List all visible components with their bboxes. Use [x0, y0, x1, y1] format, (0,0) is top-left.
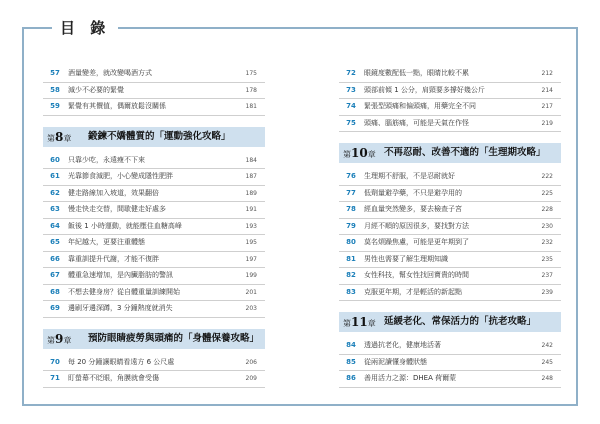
- chapter-number: 9: [55, 331, 64, 346]
- toc-entry[interactable]: [339, 235, 561, 252]
- entry-page: 203: [245, 305, 257, 312]
- chapter-title: 不再忍耐、改善不適的「生理期攻略」: [384, 147, 546, 158]
- entry-page: 212: [541, 70, 553, 77]
- entry-title: 低劑量避孕藥，不只是避孕用的: [364, 188, 462, 197]
- toc-entry[interactable]: [339, 268, 561, 285]
- toc-entry[interactable]: [43, 252, 265, 269]
- chapter-number: 8: [55, 129, 64, 144]
- toc-entry[interactable]: [43, 219, 265, 236]
- entry-number: 84: [346, 341, 356, 349]
- toc-entry[interactable]: [339, 186, 561, 203]
- toc-entry[interactable]: [43, 268, 265, 285]
- entry-page: 189: [245, 189, 257, 197]
- entry-title: 年紀越大，更要注重體態: [68, 238, 145, 246]
- entry-page: 197: [245, 255, 257, 263]
- chapter-prefix: 第: [47, 335, 55, 345]
- entry-title: 體重急速增加，是內臟脂肪的警訊: [68, 271, 173, 279]
- entry-number: 80: [346, 238, 356, 246]
- entry-title: 緊覺有其價值，偶爾放鬆沒關係: [68, 102, 166, 110]
- entry-number: 72: [346, 69, 356, 77]
- entry-title: 莫名煩躁焦慮，可能是更年期到了: [364, 238, 469, 246]
- entry-number: 73: [346, 85, 356, 94]
- chapter-number: 10: [351, 146, 368, 160]
- entry-page: 191: [245, 206, 257, 213]
- entry-number: 83: [346, 287, 356, 296]
- toc-entry[interactable]: [43, 371, 265, 388]
- entry-page: 214: [541, 86, 553, 94]
- entry-title: 月經不順的原因很多，要找對方法: [364, 221, 469, 230]
- entry-page: 228: [541, 206, 553, 213]
- entry-title: 不想去健身房？從自體重量訓練開始: [68, 287, 180, 296]
- toc-entry[interactable]: [43, 83, 265, 100]
- entry-number: 75: [346, 118, 356, 127]
- entry-number: 60: [50, 155, 60, 164]
- entry-page: 230: [541, 222, 553, 230]
- toc-entry[interactable]: [339, 219, 561, 236]
- toc-entry[interactable]: [339, 338, 561, 355]
- entry-number: 85: [346, 357, 356, 366]
- entry-title: 頭痛、腦筋痛，可能是天氣在作怪: [364, 118, 469, 127]
- entry-title: 邊刷牙邊深蹲，3 分鐘熱度就消失: [68, 304, 173, 312]
- entry-page: 235: [541, 255, 553, 263]
- toc-entry[interactable]: [43, 153, 265, 170]
- entry-page: 242: [541, 342, 553, 349]
- chapter-suffix: 章: [63, 133, 72, 143]
- entry-title: 生理期不舒服，不是忍耐就好: [364, 172, 455, 180]
- toc-entry[interactable]: [43, 99, 265, 116]
- entry-page: 199: [245, 272, 257, 279]
- chapter-title: 鍛鍊不嬌體質的「運動強化攻略」: [88, 130, 231, 142]
- chapter-heading: [339, 312, 561, 332]
- entry-number: 70: [50, 357, 60, 366]
- entry-title: 男性也需要了解生理期知識: [364, 254, 448, 263]
- toc-entry[interactable]: [339, 252, 561, 269]
- entry-title: 酒量變差，就改變喝酒方式: [68, 69, 152, 77]
- entry-title: 減少不必要的緊覺: [68, 85, 124, 94]
- chapter-heading: [339, 143, 561, 163]
- entry-title: 靠重訓提升代謝，才能不復胖: [68, 254, 159, 263]
- entry-number: 81: [346, 254, 356, 263]
- entry-title: 飯後 1 小時運動，就能壓住血糖高峰: [68, 221, 182, 230]
- toc-right-column: [339, 66, 561, 388]
- entry-page: 222: [541, 173, 553, 180]
- entry-number: 66: [50, 254, 60, 263]
- entry-title: 經血量突然變多，要去檢查子宮: [364, 205, 462, 213]
- entry-title: 健走路線加入坡道，效果翻倍: [68, 188, 159, 197]
- entry-number: 69: [50, 304, 60, 312]
- entry-number: 74: [346, 102, 356, 110]
- toc-entry[interactable]: [43, 169, 265, 186]
- entry-title: 盯螢幕不眨眼，角膜就會受傷: [68, 374, 159, 382]
- chapter-suffix: 章: [367, 319, 376, 328]
- toc-entry[interactable]: [43, 235, 265, 252]
- entry-title: 眼鏡度數配低一點，眼睛比較不累: [364, 69, 469, 77]
- toc-entry[interactable]: [339, 169, 561, 186]
- toc-entry[interactable]: [339, 371, 561, 388]
- entry-page: 232: [541, 239, 553, 246]
- entry-number: 79: [346, 221, 356, 230]
- entry-title: 緊張型頭痛和偏頭痛，用藥完全不同: [364, 102, 476, 110]
- entry-title: 光靠節食減肥，小心變成隱性肥胖: [68, 172, 173, 180]
- toc-entry[interactable]: [339, 116, 561, 133]
- entry-page: 206: [245, 358, 257, 366]
- entry-title: 透過抗老化，健康地活著: [364, 341, 441, 349]
- entry-page: 239: [541, 288, 553, 296]
- entry-number: 76: [346, 172, 356, 180]
- entry-number: 61: [50, 172, 60, 180]
- chapter-suffix: 章: [63, 335, 72, 345]
- entry-number: 58: [50, 85, 60, 94]
- chapter-heading: [43, 127, 265, 147]
- entry-page: 245: [541, 358, 553, 366]
- entry-page: 248: [541, 375, 553, 382]
- toc-entry[interactable]: [43, 66, 265, 83]
- entry-title: 女性科技，幫女性找回寶貴的時間: [364, 271, 469, 279]
- entry-title: 每 20 分鐘讓眼睛看遠方 6 公尺處: [68, 357, 175, 366]
- chapter-title: 預防眼睛疲勞與頭痛的「身體保養攻略」: [88, 332, 260, 344]
- entry-number: 68: [50, 287, 60, 296]
- entry-title: 慢走快走交替，間歇健走好處多: [68, 205, 166, 213]
- entry-page: 187: [245, 173, 257, 180]
- entry-page: 225: [541, 189, 553, 197]
- entry-page: 195: [245, 239, 257, 246]
- entry-number: 82: [346, 271, 356, 279]
- page-title: 目 錄: [52, 18, 118, 38]
- chapter-prefix: 第: [343, 150, 351, 159]
- entry-number: 86: [346, 374, 356, 382]
- entry-number: 77: [346, 188, 356, 197]
- entry-number: 64: [50, 221, 60, 230]
- chapter-title: 延緩老化、常保活力的「抗老攻略」: [384, 316, 537, 327]
- entry-page: 178: [245, 86, 257, 94]
- chapter-suffix: 章: [367, 150, 376, 159]
- entry-number: 62: [50, 188, 60, 197]
- entry-number: 57: [50, 69, 60, 77]
- chapter-prefix: 第: [343, 319, 351, 328]
- entry-number: 67: [50, 271, 60, 279]
- entry-title: 從兩泥讀懂身體狀態: [364, 357, 427, 366]
- entry-page: 201: [245, 288, 257, 296]
- toc-left-column: [43, 66, 265, 388]
- entry-title: 頭部前傾 1 公分，肩頸要多撐好幾公斤: [364, 85, 485, 94]
- entry-number: 63: [50, 205, 60, 213]
- toc-entry[interactable]: [339, 355, 561, 372]
- chapter-label: [47, 329, 71, 351]
- entry-page: 217: [541, 103, 553, 110]
- entry-number: 59: [50, 102, 60, 110]
- entry-page: 193: [245, 222, 257, 230]
- chapter-label: [343, 312, 376, 334]
- entry-title: 只靠少吃，永遠瘦不下來: [68, 155, 145, 164]
- entry-page: 237: [541, 272, 553, 279]
- toc-entry[interactable]: [339, 202, 561, 219]
- chapter-label: [343, 143, 376, 165]
- toc-entry[interactable]: [43, 186, 265, 203]
- toc-entry[interactable]: [339, 66, 561, 83]
- entry-page: 175: [245, 70, 257, 77]
- toc-entry[interactable]: [43, 355, 265, 372]
- toc-entry[interactable]: [43, 202, 265, 219]
- entry-title: 克服更年期，才是輕活的新起點: [364, 287, 462, 296]
- chapter-label: [47, 127, 71, 149]
- toc-entry[interactable]: [43, 285, 265, 302]
- entry-page: 184: [245, 156, 257, 164]
- entry-page: 219: [541, 119, 553, 127]
- entry-page: 181: [245, 103, 257, 110]
- entry-number: 65: [50, 238, 60, 246]
- toc-entry[interactable]: [43, 301, 265, 318]
- entry-number: 71: [50, 374, 60, 382]
- entry-number: 78: [346, 205, 356, 213]
- chapter-prefix: 第: [47, 133, 55, 143]
- chapter-heading: [43, 329, 265, 349]
- entry-title: 善用活力之源：DHEA 荷爾蒙: [364, 374, 457, 382]
- entry-page: 209: [245, 375, 257, 382]
- chapter-number: 11: [351, 315, 368, 329]
- toc-entry[interactable]: [339, 99, 561, 116]
- toc-entry[interactable]: [339, 285, 561, 302]
- toc-entry[interactable]: [339, 83, 561, 100]
